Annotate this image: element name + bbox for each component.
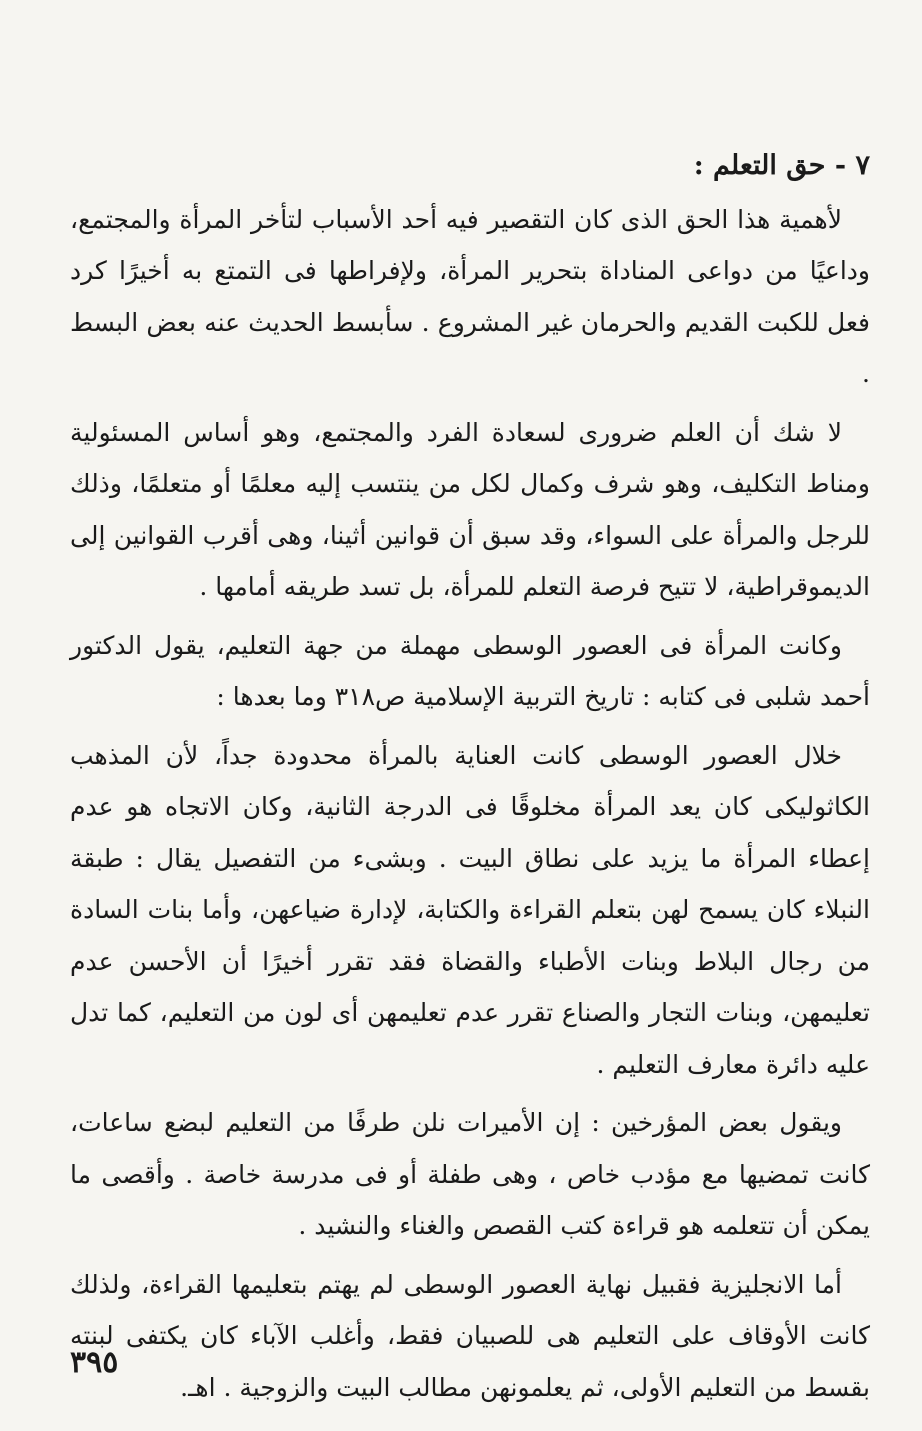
page-body <box>70 140 870 1420</box>
page-number: ٣٩٥ <box>70 1345 119 1380</box>
paragraph-3: وكانت المرأة فى العصور الوسطى مهملة من جهة التعليم، يقول الدكتور أحمد شلبى فى كتابه : تاريخ التربية الإسلامية ص٣١٨ وما بعدها : <box>70 630 870 711</box>
paragraph-1: لأهمية هذا الحق الذى كان التقصير فيه أحد الأسباب لتأخر المرأة والمجتمع، وداعيًا من دواعى المناداة بتحرير المرأة، ولإفراطها فى التمتع به أخيرًا كرد فعل للكبت القديم والحرمان غير المشروع . سأبسط الحديث عنه بعض البسط . <box>70 204 870 388</box>
paragraph-2: لا شك أن العلم ضرورى لسعادة الفرد والمجتمع، وهو أساس المسئولية ومناط التكليف، وهو شرف وكمال لكل من ينتسب إليه معلمًا أو متعلمًا، وذلك للرجل والمرأة على السواء، وقد سبق أن قوانين أثينا، وهى أقرب القوانين إلى الديموقراطية، لا تتيح فرصة التعلم للمرأة، بل تسد طريقه أمامها . <box>70 417 870 601</box>
paragraph-5: ويقول بعض المؤرخين : إن الأميرات نلن طرفًا من التعليم لبضع ساعات، كانت تمضيها مع مؤدب خاص ، وهى طفلة أو فى مدرسة خاصة . وأقصى ما يمكن أن تتعلمه هو قراءة كتب القصص والغناء والنشيد . <box>70 1108 870 1240</box>
paragraph-6: أما الانجليزية فقبيل نهاية العصور الوسطى لم يهتم بتعليمها القراءة، ولذلك كانت الأوقاف على التعليم هى للصبيان فقط، وأغلب الآباء كان يكتفى لبنته بقسط من التعليم الأولى، ثم يعلمونهن مطالب البيت والزوجية . اهـ. <box>70 1269 870 1402</box>
paragraph-4-quote: خلال العصور الوسطى كانت العناية بالمرأة محدودة جداً، لأن المذهب الكاثوليكى كان يعد المرأة مخلوقًا فى الدرجة الثانية، وكان الاتجاه هو عدم إعطاء المرأة ما يزيد على نطاق البيت . وبشىء من التفصيل يقال : طبقة النبلاء كان يسمح لهن بتعلم القراءة والكتابة، لإدارة ضياعهن، وأما بنات السادة من رجال البلاط وبنات الأطباء والقضاة فقد تقرر أخيرًا أن الأحسن عدم تعليمهن، وبنات التجار والصناع تقرر عدم تعليمهن أى لون من التعليم، كما تدل عليه دائرة معارف التعليم . <box>70 740 870 1079</box>
section-heading: ٧ - حق التعلم : <box>693 150 870 181</box>
